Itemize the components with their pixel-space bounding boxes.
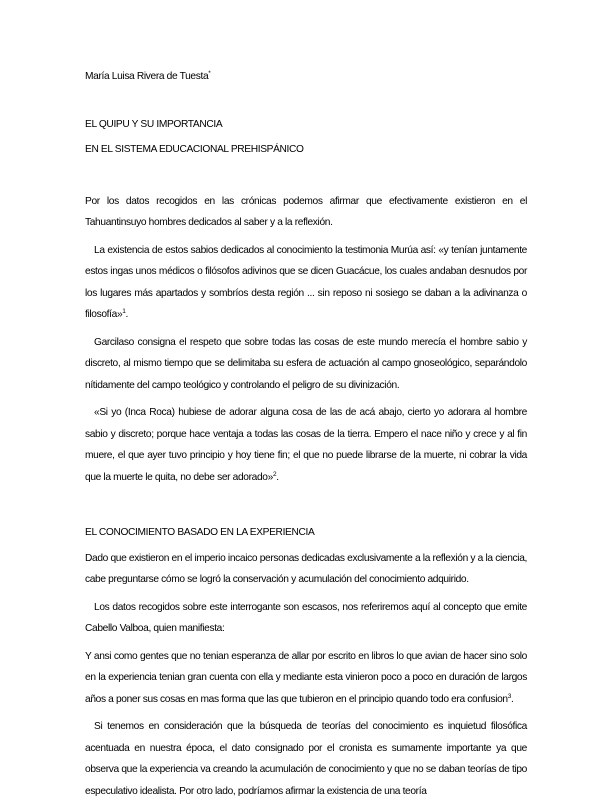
paragraph-2	[85, 240, 527, 326]
paragraph-3: Garcilaso consigna el respeto que sobre todas las cosas de este mundo merecía el hombre sabio y discreto, al mismo tiempo que se delimitaba su esfera de actuación al campo gnoseológico, separándolo nítidamente del campo teológico y controlando el peligro de su divinización.	[85, 336, 527, 391]
footnote-ref-2[interactable]: 2	[272, 470, 277, 478]
paragraph-4-text: «Si yo (Inca Roca) hubiese de adorar alguna cosa de las de acá abajo, cierto yo adorara al hombre sabio y discreto; porque hace ventaja a todas las cosas de la tierra. Empero el nace niño y crece y al fin muere, el que ayer tuvo principio y hoy tiene fin; el que no puede librarse de la muerte, ni cobrar la vida que la muerte le quita, no debe ser adorado»	[85, 407, 527, 483]
paragraph-2-text: La existencia de estos sabios dedicados al conocimiento la testimonia Murúa así: «y tenían juntamente estos ingas unos médicos o filósofos adivinos que se dicen Guacácue, los cuales andaban desnudos por los lugares más apartados y sombríos desta región ... sin reposo ni sosiego se daban a la adivinanza o filosofía»	[85, 244, 527, 320]
title-heading: EL QUIPU Y SU IMPORTANCIA	[85, 118, 223, 130]
footnote-ref-1[interactable]: 1	[122, 308, 126, 315]
paragraph-8: Si tenemos en consideración que la búsqueda de teorías del conocimiento es inquietud filosófica acentuada en nuestra época, el dato consignado por el cronista es sumamente importante ya que observa que la experiencia va creando la acumulación de conocimiento y que no se daban teorías de tipo especulativo idealista. Por otro lado, podríamos afirmar la existencia de una teoría	[85, 721, 527, 797]
paragraph-1: Por los datos recogidos en las crónicas podemos afirmar que efectivamente existieron en el Tahuantinsuyo hombres dedicados al saber y a la reflexión.	[85, 195, 527, 228]
quote-paragraph	[85, 646, 527, 711]
paragraph-4	[85, 402, 527, 488]
quote-end: .	[511, 693, 514, 705]
paragraph-6: Los datos recogidos sobre este interrogante son escasos, nos referiremos aquí al concepto que emite Cabello Valboa, quien manifiesta:	[85, 601, 527, 634]
section-heading: EL CONOCIMIENTO BASADO EN LA EXPERIENCIA	[85, 527, 315, 538]
author-name: María Luisa Rivera de Tuesta	[85, 71, 209, 82]
author-footnote-mark: *	[208, 70, 211, 77]
paragraph-5: Dado que existieron en el imperio incaico personas dedicadas exclusivamente a la reflexión y a la ciencia, cabe preguntarse cómo se logró la conservación y acumulación del conocimiento adquirido.	[85, 552, 527, 585]
subtitle-heading: EN EL SISTEMA EDUCACIONAL PREHISPÁNICO	[85, 144, 304, 155]
paragraph-4-end: .	[276, 471, 279, 483]
author-line	[85, 66, 527, 88]
quote-text: Y ansi como gentes que no tenian esperanza de allar por escrito en libros lo que avian de hacer sino solo en la experiencia tenian gran cuenta con ella y mediante esta vinieron poco a poco en duración de largos años a poner sus cosas en mas forma que las que tubieron en el principio quando todo era confusion	[85, 650, 527, 705]
paragraph-2-end: .	[125, 309, 129, 320]
footnote-ref-3[interactable]: 3	[507, 692, 512, 700]
